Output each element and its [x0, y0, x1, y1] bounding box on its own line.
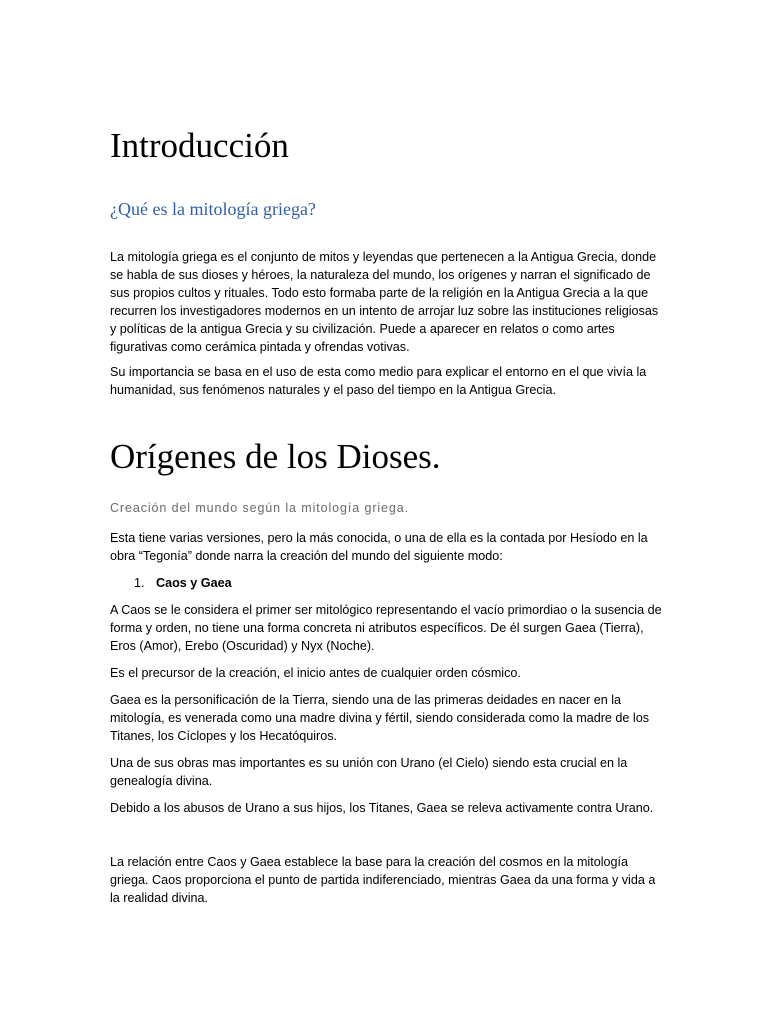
subheading-what-is-mythology: ¿Qué es la mitología griega?: [110, 199, 316, 219]
heading-introduction: Introducción: [110, 126, 289, 165]
list-item-number: 1.: [134, 576, 145, 590]
paragraph-caos: A Caos se le considera el primer ser mitológico representando el vacío primordiao o la susencia de forma y orden, no tiene una forma concreta ni atributos específicos. De él surgen Gaea (Tierra), Eros (Amor), Erebo (Oscuridad) y Nyx (Noche).: [110, 603, 662, 653]
paragraph-urano: Una de sus obras mas importantes es su unión con Urano (el Cielo) siendo esta crucial en la genealogía divina.: [110, 756, 628, 788]
paragraph-gaea: Gaea es la personificación de la Tierra, siendo una de las primeras deidades en nacer en la mitología, es venerada como una madre divina y fértil, siendo considerada como la madre de los Titanes, los Cíclopes y los Hecatóquiros.: [110, 693, 650, 743]
subtitle-creation: Creación del mundo según la mitología griega.: [110, 501, 409, 515]
paragraph-intro-importance: Su importancia se basa en el uso de esta como medio para explicar el entorno en el que vivía la humanidad, sus fenómenos naturales y el paso del tiempo en la Antigua Grecia.: [110, 365, 647, 397]
paragraph-relacion: La relación entre Caos y Gaea establece la base para la creación del cosmos en la mitología griega. Caos proporciona el punto de partida indiferenciado, mientras Gaea da una forma y vida a la realidad divina.: [110, 855, 656, 905]
paragraph-versions: Esta tiene varias versiones, pero la más conocida, o una de ella es la contada por Hesíodo en la obra “Tegonía” donde narra la creación del mundo del siguiente modo:: [110, 531, 648, 563]
list-item-text: Caos y Gaea: [156, 576, 232, 590]
paragraph-intro-definition: La mitología griega es el conjunto de mitos y leyendas que pertenecen a la Antigua Grecia, donde se habla de sus dioses y héroes, la naturaleza del mundo, los orígenes y narran el significado de sus propios cultos y rituales. Todo esto formaba parte de la religión en la Antigua Grecia a la que recurren los investigadores modernos en un intento de arrojar luz sobre las instituciones religiosas y políticas de la antigua Grecia y su civilización. Puede a aparecer en relatos o como artes figurativas como cerámica pintada y ofrendas votivas.: [110, 250, 659, 354]
list-item-caos-gaea: [134, 574, 232, 592]
paragraph-abusos: Debido a los abusos de Urano a sus hijos, los Titanes, Gaea se releva activamente contra Urano.: [110, 801, 654, 815]
paragraph-precursor: Es el precursor de la creación, el inicio antes de cualquier orden cósmico.: [110, 666, 521, 680]
heading-origins: Orígenes de los Dioses.: [110, 437, 441, 476]
